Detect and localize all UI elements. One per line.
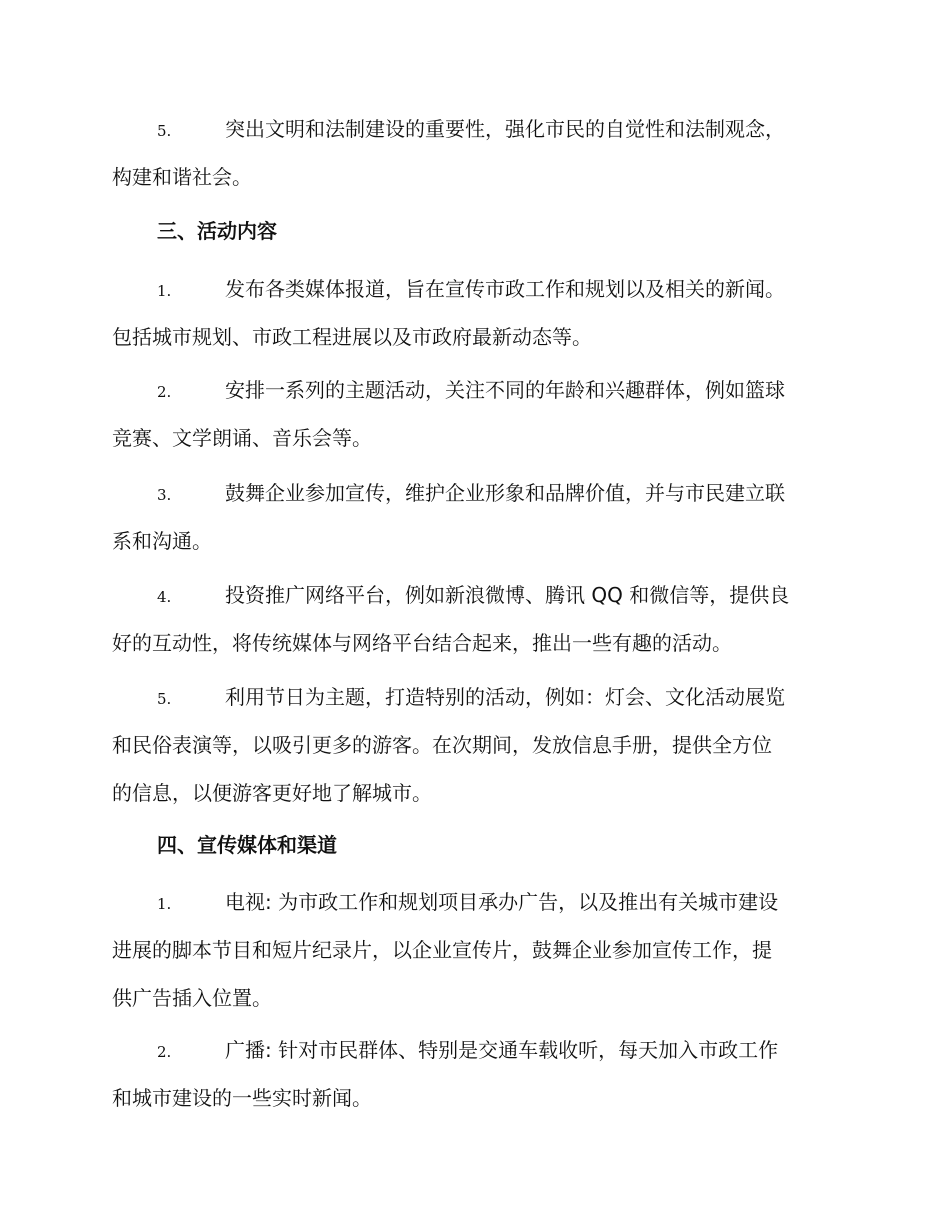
item-text: 好的互动性，将传统媒体与网络平台结合起来，推出一些有趣的活动。: [112, 631, 732, 655]
list-item: [112, 1026, 840, 1122]
item-text: 突出文明和法制建设的重要性，强化市民的自觉性和法制观念，: [225, 117, 785, 141]
item-text: 系和沟通。: [112, 529, 212, 553]
list-item: [112, 469, 840, 565]
list-item: [112, 105, 840, 201]
list-item: [112, 571, 840, 667]
item-text: 竞赛、文学朗诵、音乐会等。: [112, 426, 372, 450]
item-number: 5.: [157, 690, 172, 708]
list-item: [112, 878, 840, 1022]
item-text: 进展的脚本节目和短片纪录片，以企业宣传片，鼓舞企业参加宣传工作，提: [112, 938, 772, 962]
item-text: 的信息，以便游客更好地了解城市。: [112, 781, 432, 805]
item-number: 4.: [157, 588, 172, 606]
item-text: 电视: 为市政工作和规划项目承办广告，以及推出有关城市建设: [225, 890, 779, 914]
item-text: 鼓舞企业参加宣传，维护企业形象和品牌价值，并与市民建立联: [225, 481, 785, 505]
section-heading: 三、活动内容: [157, 219, 277, 243]
item-text: 发布各类媒体报道，旨在宣传市政工作和规划以及相关的新闻。: [225, 277, 785, 301]
list-item: [112, 366, 840, 462]
section-heading: 四、宣传媒体和渠道: [157, 833, 337, 857]
item-text: 投资推广网络平台，例如新浪微博、腾讯 QQ 和微信等，提供良: [225, 583, 790, 607]
item-number: 5.: [157, 122, 172, 140]
item-text: 构建和谐社会。: [112, 165, 252, 189]
item-text: 和城市建设的一些实时新闻。: [112, 1086, 372, 1110]
item-text: 利用节日为主题，打造特别的活动，例如：灯会、文化活动展览: [225, 685, 785, 709]
item-number: 1.: [157, 895, 172, 913]
item-text: 和民俗表演等，以吸引更多的游客。在次期间，发放信息手册，提供全方位: [112, 733, 772, 757]
item-text: 包括城市规划、市政工程进展以及市政府最新动态等。: [112, 325, 592, 349]
item-text: 广播: 针对市民群体、特别是交通车载收听，每天加入市政工作: [225, 1038, 779, 1062]
list-item: [112, 265, 840, 361]
item-number: 2.: [157, 383, 172, 401]
item-number: 1.: [157, 282, 172, 300]
item-text: 供广告插入位置。: [112, 986, 272, 1010]
list-item: [112, 673, 840, 817]
item-number: 2.: [157, 1043, 172, 1061]
item-text: 安排一系列的主题活动，关注不同的年龄和兴趣群体，例如篮球: [225, 378, 785, 402]
item-number: 3.: [157, 486, 172, 504]
